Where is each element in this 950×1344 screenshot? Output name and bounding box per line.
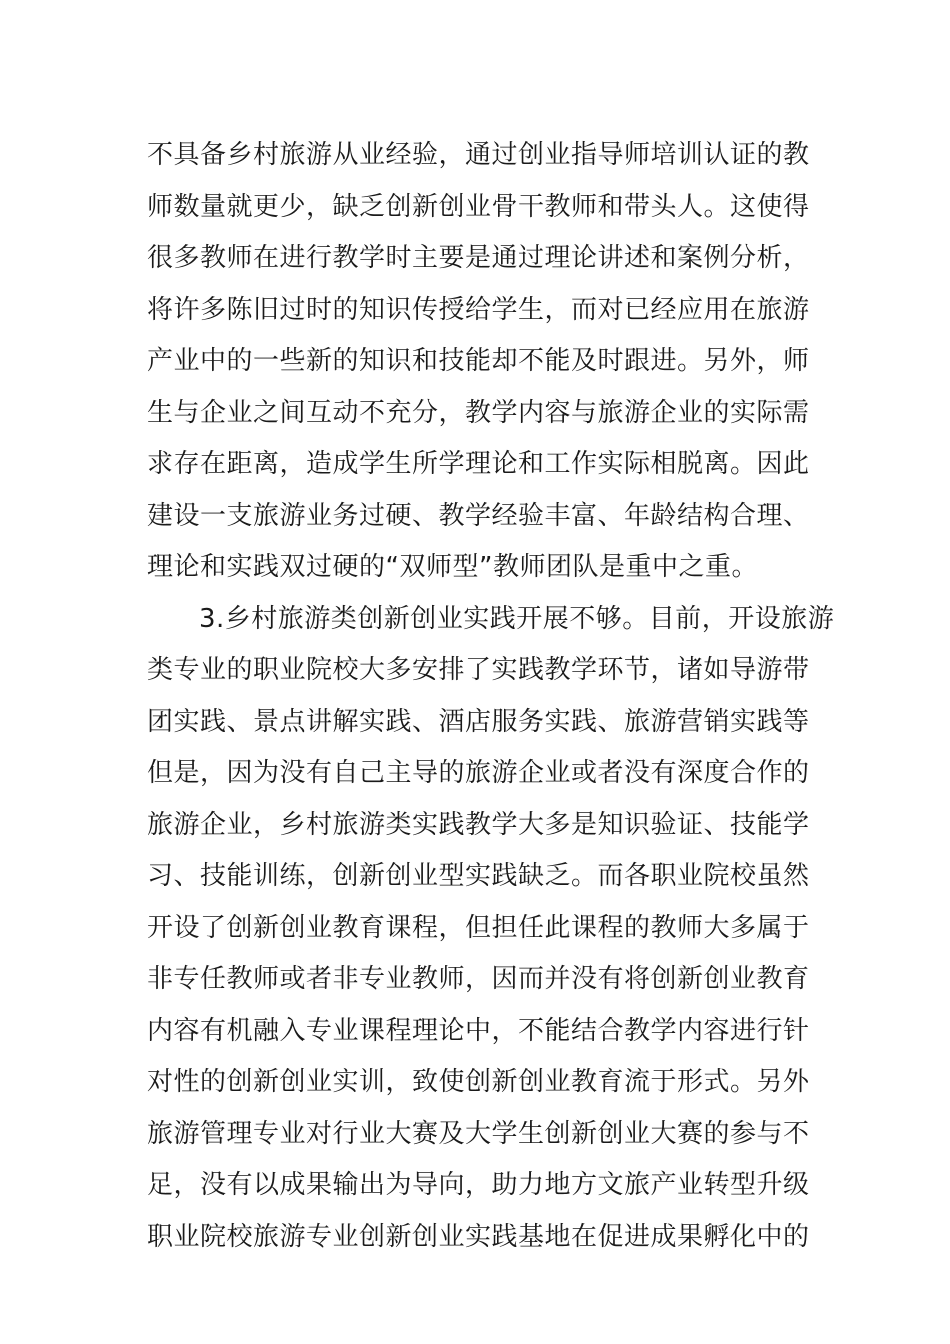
body-text [147,130,835,1263]
text-line: 师数量就更少，缺乏创新创业骨干教师和带头人。这使得 [147,191,810,222]
text-line: 建设一支旅游业务过硬、教学经验丰富、年龄结构合理、 [147,500,810,531]
text-line: 类专业的职业院校大多安排了实践教学环节，诸如导游带 [147,655,810,685]
text-line: 开设了创新创业教育课程，但担任此课程的教师大多属于 [147,912,810,943]
text-line: 旅游管理专业对行业大赛及大学生创新创业大赛的参与不 [147,1118,810,1149]
text-line: 产业中的一些新的知识和技能却不能及时跟进。另外，师 [147,346,810,376]
text-line: 求存在距离，造成学生所学理论和工作实际相脱离。因此 [147,449,810,479]
text-line: 生与企业之间互动不充分，教学内容与旅游企业的实际需 [147,397,810,428]
text-line: 不具备乡村旅游从业经验，通过创业指导师培训认证的教 [147,140,810,170]
text-line: 团实践、景点讲解实践、酒店服务实践、旅游营销实践等 [147,706,810,737]
text-line: 对性的创新创业实训，致使创新创业教育流于形式。另外 [147,1067,810,1097]
paragraph-end-line: 理论和实践双过硬的“双师型”教师团队是重中之重。 [147,552,758,582]
text-line: 将许多陈旧过时的知识传授给学生，而对已经应用在旅游 [147,294,810,325]
text-line: 非专任教师或者非专业教师，因而并没有将创新创业教育 [147,964,810,994]
section-heading-line: 3.乡村旅游类创新创业实践开展不够。目前，开设旅游 [199,603,835,634]
text-line: 习、技能训练，创新创业型实践缺乏。而各职业院校虽然 [147,861,810,891]
text-line: 很多教师在进行教学时主要是通过理论讲述和案例分析， [147,243,810,273]
text-line: 旅游企业，乡村旅游类实践教学大多是知识验证、技能学 [147,809,810,840]
text-line: 内容有机融入专业课程理论中，不能结合教学内容进行针 [147,1015,810,1046]
text-line: 职业院校旅游专业创新创业实践基地在促进成果孵化中的 [147,1221,810,1252]
text-line: 足，没有以成果输出为导向，助力地方文旅产业转型升级 [147,1170,810,1200]
text-line: 但是，因为没有自己主导的旅游企业或者没有深度合作的 [147,758,810,788]
